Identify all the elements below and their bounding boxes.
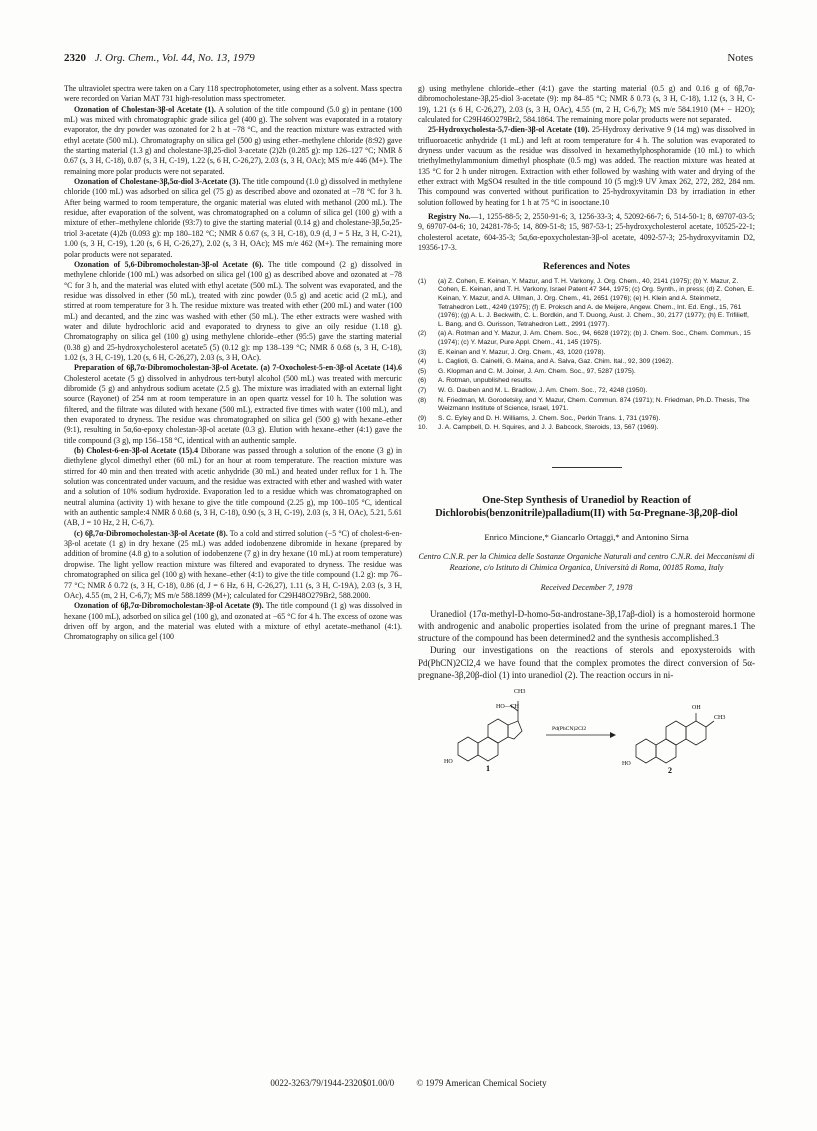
reference-item: (5) G. Klopman and C. M. Joiner, J. Am. Chem. Soc., 97, 5287 (1975).: [418, 367, 636, 375]
article-body: [418, 608, 755, 681]
experimental-paragraph: (c) 6β,7α-Dibromocholestan-3β-ol Acetate (8). To a cold and stirred solution (−5 °C) of cholest-6-en-3β-ol acetate (1 g) in dry hexane (25 mL) was added iodobenzene dibromide in hexane (prepared by addition of bromine (4.8 g) to a solution of iodobenzene (7 g) in dry hexane (10 mL) at room temperature) dropwise. The light yellow reaction mixture was filtered and evaporated to dryness. The residue was chromatographed on silica gel (100 g) with hexane–ether (4:1) to give the title compound (1.2 g): mp 76–77 °C; NMR δ 0.72 (s, 3 H, C-18), 0.86 (d, J = 6 Hz, 6 H, C-26,27), 1.11 (s, 3 H, C-19A), 2.03 (s, 3 H, OAc), 4.55 (m, 2 H, C-6,7); MS m/e 588.1899 (M+); calculated for C29H48O279Br2, 588.2000.: [64, 528, 402, 600]
article-authors: Enrico Mincione,* Giancarlo Ortaggi,* and Antonino Sirna: [484, 531, 689, 542]
page-number: 2320: [64, 52, 86, 64]
reaction-scheme: [418, 683, 755, 773]
experimental-paragraph: The ultraviolet spectra were taken on a Cary 118 spectrophotometer, using ether as a solvent. Mass spectra were recorded on Varian MAT 731 high-resolution mass spectrometer.: [64, 84, 402, 104]
article-title: One-Step Synthesis of Uranediol by Reaction of Dichlorobis(benzonitrile)palladium(II) with 5α-Pregnane-3β,20β-diol: [435, 494, 738, 519]
arrow-head-icon: [610, 732, 616, 738]
reference-item: (9) S. C. Eyley and D. H. Williams, J. Chem. Soc., Perkin Trans. 1, 731 (1976).: [418, 414, 661, 422]
compound-1-number: 1: [486, 764, 490, 774]
article-affiliation: Centro C.N.R. per la Chimica delle Sostanze Organiche Naturali and centro C.N.R. dei Meccanismi di Reazione, c/o Istituto di Chimica Organica, Università di Roma, 00185 Roma, Italy: [418, 552, 755, 572]
reference-item: (8) N. Friedman, M. Gorodetsky, and Y. Mazur, Chem. Commun. 874 (1971); N. Friedman, Ph.D. Thesis, The Weizmann Institute of Science, Israel, 1971.: [418, 396, 750, 413]
experimental-paragraph: Ozonation of 6β,7α-Dibromocholestan-3β-ol Acetate (9). The title compound (1 g) was dissolved in hexane (100 mL), adsorbed on silica gel (100 g), and ozonated at −65 °C for 4 h. The excess of ozone was driven off by argon, and the material was eluted with a mixture of ethyl acetate–methanol (4:1). Chromatography on silica gel (100: [64, 601, 402, 642]
body-paragraph: Uranediol (17α-methyl-D-homo-5α-androstane-3β,17aβ-diol) is a homosteroid hormone with androgenic and anabolic properties isolated from the urine of pregnant mares.1 The structure of the compound has been determined2 and the synthesis accomplished.3: [418, 608, 755, 644]
received-date: Received December 7, 1978: [540, 583, 633, 593]
volume-info: Vol. 44, No. 13, 1979: [161, 52, 255, 64]
hydroxyl-label: HO: [622, 761, 631, 768]
journal-name: J. Org. Chem.: [94, 52, 157, 64]
reference-item: (7) W. G. Dauben and M. L. Bradlow, J. Am. Chem. Soc., 72, 4248 (1950).: [418, 386, 648, 394]
reference-item: (3) E. Keinan and Y. Mazur, J. Org. Chem., 43, 1020 (1978).: [418, 348, 606, 356]
reference-item: (4) L. Caglioti, G. Cainelli, G. Maina, and A. Salva, Gaz. Chim. Ital., 92, 309 (1962).: [418, 358, 674, 366]
methyl-label: CH3: [514, 689, 526, 696]
compound-1-structure: [458, 701, 522, 761]
compound-2-structure: [636, 713, 714, 763]
hydroxyl-label: OH: [692, 705, 701, 712]
hydroxyl-label: HO: [444, 759, 453, 766]
experimental-paragraph: Ozonation of Cholestan-3β-ol Acetate (1). A solution of the title compound (5.0 g) in pentane (100 mL) was mixed with chromatographic grade silica gel (400 g). The solvent was evaporated in a rotatory evaporator, the dry powder was ozonated for 2 h at −78 °C, and the reaction mixture was extracted with ethyl acetate (500 mL). Chromatography on silica gel (500 g) using ether–methylene chloride (8:92) gave the starting material (1.3 g) and cholestane-3β,25-diol 3-acetate (2)2b (0.285 g): mp 126–127 °C; NMR δ 0.67 (s, 3 H, C-18), 0.87 (s, 3 H, C-19), 1.22 (s, 6 H, C-26,27), 2.03 (s, 3 H, OAc); MS m/e 446 (M+). The remaining more polar products were not separated.: [64, 104, 402, 176]
page-header: [64, 52, 753, 68]
reaction-scheme-drawing: [418, 683, 755, 773]
article-code: 0022-3263/79/1944-2320$01.00/0: [270, 1078, 395, 1088]
reference-item: (1) (a) Z. Cohen, E. Keinan, Y. Mazur, and T. H. Varkony, J. Org. Chem., 40, 2141 (1975); (b) Y. Mazur, Z. Cohen, E. Keinan, and T. H. Varkony, Israel Patent 47 344, 1975; (c) Org. Synth., in press; (d) Z. Cohen, E. Keinan, Y. Mazur, and A. Ullman, J. Org. Chem., 41, 2651 (1976); (e) H. Klein and A. Steinmetz, Tetrahedron Lett., 4249 (1975); (f) E. Proksch and A. de Meijere, Angew. Chem., Int. Ed. Engl., 15, 761 (1976); (g) A. L. J. Beckwith, C. L. Bordkin, and T. Duong, Aust. J. Chem., 30, 2177 (1977); (h) E. Trifilieff, L. Bang, and G. Ourisson, Tetrahedron Lett., 2991 (1977).: [418, 277, 754, 328]
reference-list: [418, 278, 755, 433]
experimental-paragraph: g) using methylene chloride–ether (4:1) gave the starting material (0.5 g) and 0.16 g of 6β,7α-dibromocholestane-3β,25-diol 3-acetate (9): mp 84–85 °C; NMR δ 0.73 (s, 3 H, C-18), 1.12 (s, 3 H, C-19), 1.21 (s 6 H, C-26,27), 2.03 (s, 3 H, OAc), 4.55 (m, 2 H, C-6,7); MS m/e 584.1910 (M+ − H2O); calculated for C29H46O279Br2, 584.1864. The remaining more polar products were not separated.: [418, 84, 755, 125]
reference-item: (6) A. Rotman, unpublished results.: [418, 377, 533, 385]
experimental-paragraph: (b) Cholest-6-en-3β-ol Acetate (15).4 Diborane was passed through a solution of the enone (3 g) in diethylene glycol dimethyl ether (60 mL) for an hour at room temperature. The reaction mixture was stirred for 40 min and then treated with acetic anhydride (30 mL) and heated under reflux for 1 h. The solution was concentrated under vacuum, and the residue was extracted with ether and washed with water and a solution of 10% sodium hydroxide. Evaporation led to a residue which was chromatographed on neutral alumina (activity 1) with hexane to give the title compound (2.25 g), mp 100–105 °C, identical with an authentic sample:4 NMR δ 0.68 (s, 3 H, C-18), 0.90 (s, 3 H, C-19), 2.03 (s, 3 H, OAc), 5.21, 5.61 (AB, J = 10 Hz, 2 H, C-6,7).: [64, 446, 402, 528]
left-column: [64, 84, 402, 643]
compound-2-number: 2: [668, 766, 672, 774]
body-paragraph: During our investigations on the reactions of sterols and epoxysteroids with Pd(PhCN)2Cl2,4 we have found that the complex promotes the direct conversion of 5α-pregnane-3β,20β-diol (1) into uranediol (2). The reaction occurs in ni-: [418, 645, 755, 680]
registry-numbers: Registry No.—1, 1255-88-5; 2, 2550-91-6; 3, 1256-33-3; 4, 52092-66-7; 6, 514-50-1; 8, 69707-03-5; 9, 69707-04-6; 10, 24281-78-5; 14, 809-51-8; 15, 987-53-1; 25-hydroxycholesterol acetate, 10525-22-1; cholesterol acetate, 604-35-3; 5α,6α-epoxycholestan-3β-ol acetate, 4092-57-3; 25-hydroxyvitamin D2, 19356-17-3.: [418, 212, 755, 253]
page-footer: [64, 1078, 753, 1088]
running-head: 2320 J. Org. Chem., Vol. 44, No. 13, 1979: [64, 52, 255, 64]
experimental-paragraph: 25-Hydroxycholesta-5,7-dien-3β-ol Acetate (10). 25-Hydroxy derivative 9 (14 mg) was dissolved in trifluoroacetic anhydride (1 mL) and left at room temperature for 4 h. The solution was evaporated to dryness under vacuum as the residue was dissolved in hexamethylphosphoramide (10 mL) to which triethylmethylammonium dimethyl phosphate (0.5 mg) was added. The reaction mixture was heated at 135 °C for 2 h under nitrogen. Extraction with ether followed by washing with water and drying of the ether extract with MgSO4 resulted in the title compound 10 (5 mg):9 UV λmax 262, 272, 282, 284 nm. This compound was converted without purification to 25-hydroxyvitamin D3 by irradiation in ether solution followed by heating for 1 h at 75 °C in isooctane.10: [418, 125, 755, 207]
copyright: © 1979 American Chemical Society: [416, 1078, 547, 1088]
experimental-paragraph: Ozonation of Cholestane-3β,5α-diol 3-Acetate (3). The title compound (1.0 g) dissolved in methylene chloride (100 mL) was adsorbed on silica gel (75 g) as described above and ozonated at −78 °C for 3 h. After being warmed to room temperature, the organic material was eluted with methanol (200 mL). The residue, after evaporation of the solvent, was chromatographed on a column of silica gel (100 g) with a mixture of ether–methylene chloride (93:7) to give the starting material (0.14 g) and cholestane-3β,5α,25-triol 3-acetate (4)2b (0.093 g): mp 180–182 °C; NMR δ 0.67 (s, 3 H, C-18), 0.9 (d, J = 5 Hz, 3 H, C-21), 1.00 (s, 3 H, C-19), 1.20 (s, 6 H, C-26,27), 2.02 (s, 3 H, OAc); MS m/e 462 (M+). The remaining more polar products were not separated.: [64, 177, 402, 259]
reference-item: 10. J. A. Campbell, D. H. Squires, and J. J. Babcock, Steroids, 13, 567 (1969).: [418, 424, 659, 432]
experimental-paragraph: Ozonation of 5,6-Dibromocholestan-3β-ol Acetate (6). The title compound (2 g) dissolved in methylene chloride (100 mL) was adsorbed on silica gel (100 g) as described above and ozonated at −78 °C for 3 h, and the material was eluted with ethyl acetate (500 mL). The solvent was evaporated, and the residue was dissolved in ether (50 mL), treated with zinc powder (0.5 g) and acetic acid (2 mL), and stirred at room temperature for 3 h. The residue mixture was treated with ether (200 mL) and water (100 mL) and decanted, and the zinc was washed with ether (50 mL). The ether extracts were washed with water and dilute hydrochloric acid and evaporated to dryness to give an oily residue (1.18 g). Chromatography on silica gel (100 g) using methylene chloride–ether (95:5) gave the starting material (0.38 g) and 25-hydroxycholesterol acetate5 (5) (0.12 g): mp 138–139 °C; NMR δ 0.68 (s, 3 H, C-18), 1.02 (s, 3 H, C-19), 1.20 (s, 6 H, C-26,27), 2.03 (s, 3 H, OAc).: [64, 259, 402, 362]
references-heading: References and Notes: [543, 261, 630, 272]
section-label: Notes: [727, 52, 753, 64]
experimental-paragraph: Preparation of 6β,7α-Dibromocholestan-3β-ol Acetate. (a) 7-Oxocholest-5-en-3β-ol Acetate (14).6 Cholesterol acetate (5 g) dissolved in anhydrous tert-butyl alcohol (500 mL) was treated with mercuric dibromide (5 g) and anhydrous sodium acetate (2.5 g). The mixture was irradiated with an external light source (Rayonet) of 254 nm at room temperature in an open quartz vessel for 10 h. The solution was filtered, and the filtrate was diluted with hexane (500 mL), extracted five times with water (100 mL), and then evaporated to dryness. The residue was chromatographed on silica gel (500 g) with hexane–ether (9:1), resulting in 5α,6α-epoxy cholestan-3β-ol acetate (0.3 g). Elution with hexane–ether (4:1) gave the title compound (3 g), mp 156–158 °C, identical with an authentic sample.: [64, 363, 402, 445]
methyl-label: CH3: [714, 715, 726, 722]
reagent-label: Pd(PhCN)2Cl2: [552, 726, 587, 733]
right-column: [418, 84, 755, 773]
hydroxyethyl-label: HO—CH: [496, 704, 520, 711]
article-divider: [552, 467, 622, 468]
reference-item: (2) (a) A. Rotman and Y. Mazur, J. Am. Chem. Soc., 94, 6628 (1972); (b) J. Chem. Soc., Chem. Commun., 15 (1974); (c) Y. Mazur, Pure Appl. Chem., 41, 145 (1975).: [418, 330, 751, 346]
